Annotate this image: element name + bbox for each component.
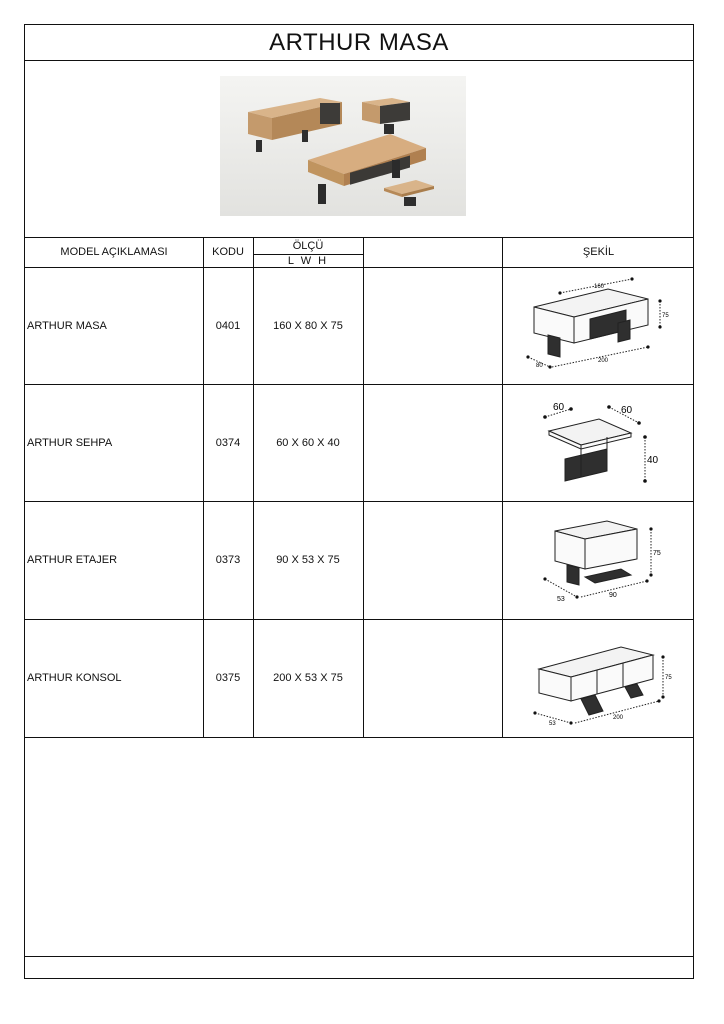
row-size: 90 X 53 X 75 (276, 554, 340, 566)
dim-label: 75 (653, 550, 661, 557)
row-model: ARTHUR KONSOL (27, 672, 122, 684)
header-size: ÖLÇÜ (292, 239, 324, 252)
row-code: 0373 (215, 554, 241, 566)
dim-label: 40 (647, 455, 659, 466)
row-size: 60 X 60 X 40 (276, 436, 340, 449)
row-size: 160 X 80 X 75 (273, 319, 343, 332)
table-bottom-border (25, 737, 693, 738)
page-title: ARTHUR MASA (269, 28, 449, 56)
dim-label: 160 (594, 284, 605, 290)
header-figure: ŞEKİL (582, 246, 615, 258)
dim-label: 60 (621, 405, 633, 416)
dim-label: 53 (549, 721, 556, 727)
title-row (25, 25, 693, 61)
column-divider (502, 237, 503, 737)
row-code: 0375 (215, 672, 241, 684)
product-set-render (220, 76, 466, 216)
dim-label: 75 (665, 675, 672, 681)
footer-divider (25, 956, 693, 957)
column-divider (363, 237, 364, 737)
shelf-unit-dimension-drawing (537, 515, 661, 609)
row-size: 200 X 53 X 75 (273, 672, 343, 684)
desk-dimension-drawing (520, 277, 670, 375)
dim-label: 90 (609, 592, 617, 599)
dim-label: 200 (598, 358, 609, 364)
row-model: ARTHUR ETAJER (27, 554, 118, 566)
row-code: 0401 (215, 319, 241, 332)
row-model: ARTHUR MASA (27, 319, 107, 332)
spec-sheet-frame (24, 24, 694, 979)
header-code: KODU (212, 246, 244, 258)
row-model: ARTHUR SEHPA (27, 436, 113, 449)
dim-label: 53 (557, 596, 565, 603)
dim-label: 80 (536, 363, 543, 369)
dim-label: 60 (553, 402, 565, 413)
header-model: MODEL AÇIKLAMASI (60, 246, 168, 258)
dim-label: 200 (613, 715, 624, 721)
console-dimension-drawing (525, 631, 671, 727)
dim-label: 75 (662, 313, 669, 319)
header-size-sub: L W H (287, 254, 329, 267)
coffee-table-dimension-drawing (535, 397, 659, 491)
row-code: 0374 (215, 436, 241, 449)
